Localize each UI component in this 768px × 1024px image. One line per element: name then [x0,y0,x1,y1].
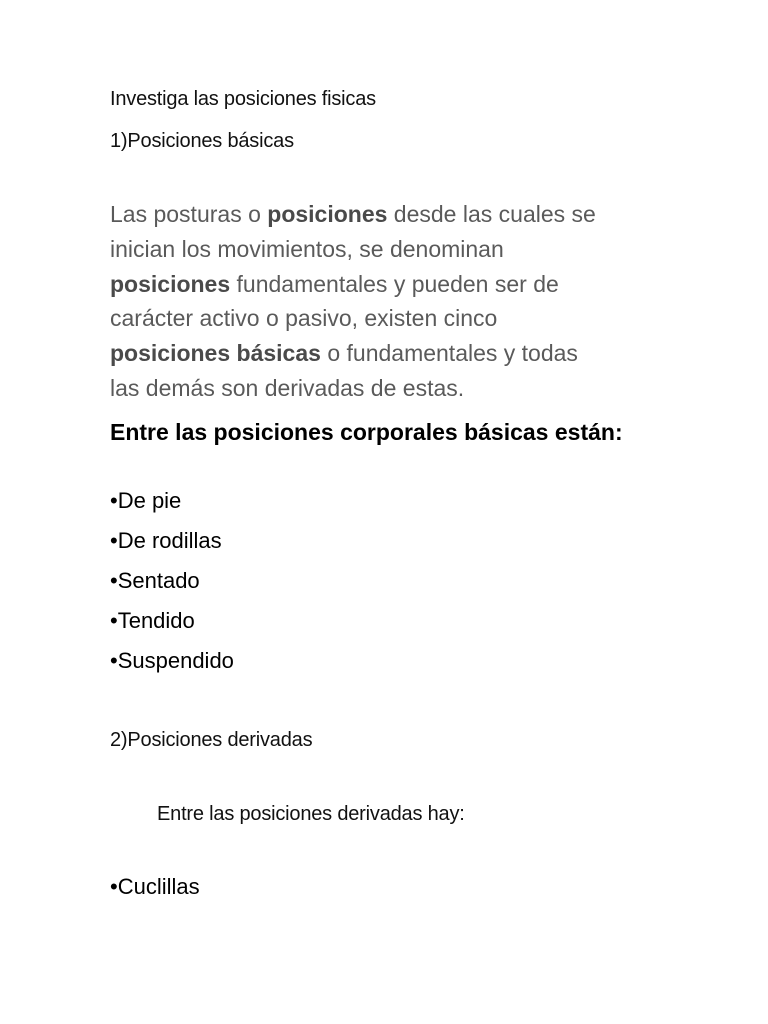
paragraph-text: o fundamentales y todas [320,340,578,367]
list-item: •Sentado [110,568,200,593]
paragraph-text: fundamentales y pueden ser de [230,270,559,297]
paragraph-line [110,197,670,232]
paragraph-text: desde las cuales se [387,201,596,227]
paragraph-bold-text: posiciones [267,201,388,227]
list-item: •Tendido [110,608,195,633]
document-title: Investiga las posiciones fisicas [110,88,376,110]
paragraph-line [110,336,670,371]
section-heading-basic: 1)Posiciones básicas [110,130,294,152]
paragraph-bold-text: posiciones [110,270,231,297]
paragraph-text: Las posturas o [110,201,268,227]
paragraph-line [110,267,670,302]
list-item: •Suspendido [110,648,234,673]
basic-positions-heading: Entre las posiciones corporales básicas están: [110,419,623,445]
derived-positions-intro: Entre las posiciones derivadas hay: [157,803,465,825]
paragraph-line: inician los movimientos, se denominan [110,235,504,262]
list-item: •De rodillas [110,528,222,553]
derived-list-item: •Cuclillas [110,874,200,899]
paragraph-line: las demás son derivadas de estas. [110,374,465,401]
paragraph-bold-text: posiciones básicas [110,340,321,367]
definition-paragraph [110,197,670,406]
paragraph-line: carácter activo o pasivo, existen cinco [110,305,498,332]
basic-positions-list [110,485,234,685]
list-item: •De pie [110,488,182,513]
section-heading-derived: 2)Posiciones derivadas [110,729,313,751]
